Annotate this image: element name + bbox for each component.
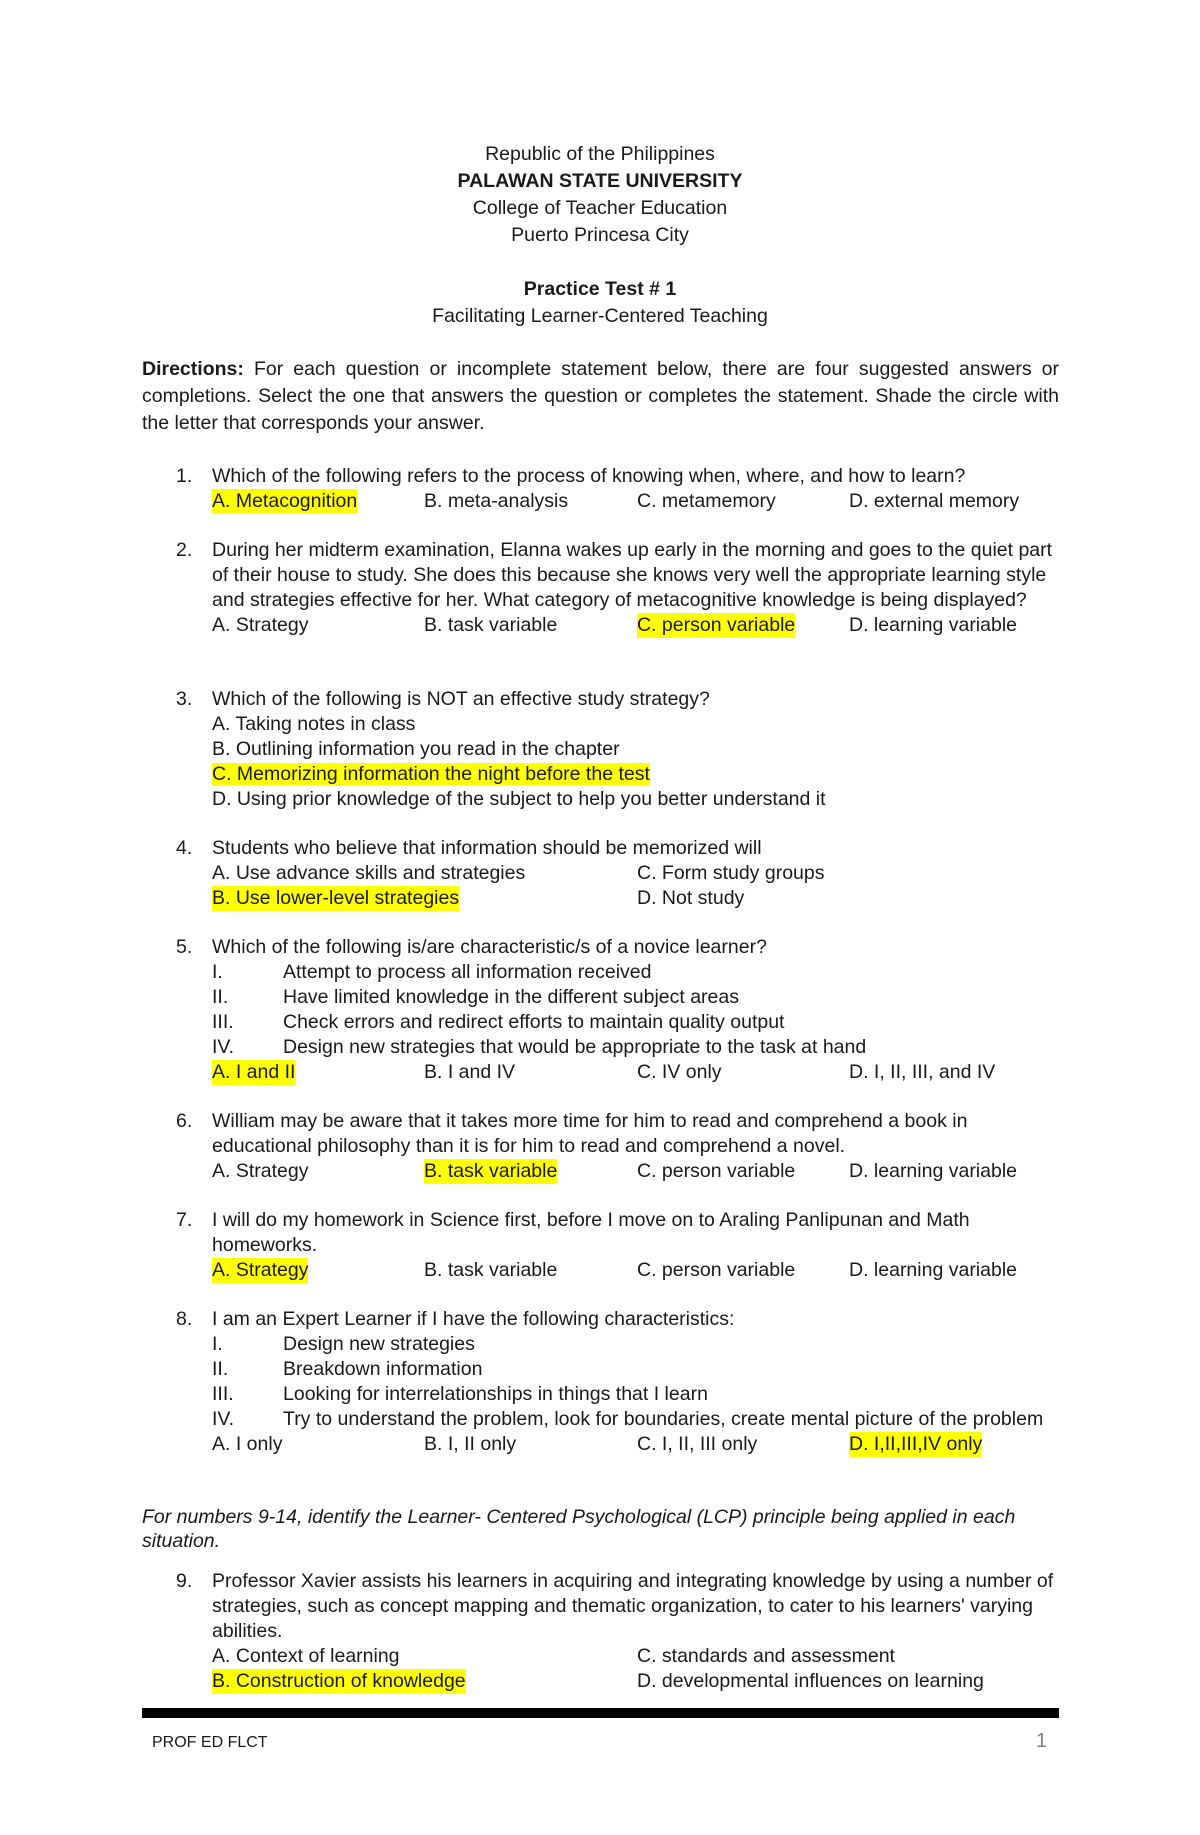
directions-label: Directions: — [142, 358, 244, 380]
option-a[interactable]: A. Strategy — [212, 614, 309, 636]
option-b[interactable]: B. Use lower-level strategies — [212, 887, 460, 909]
question-1 — [142, 464, 1072, 514]
option-b[interactable]: B. task variable — [424, 1259, 558, 1281]
document-header — [0, 141, 1200, 249]
question-number: 6. — [176, 1110, 193, 1132]
option-a[interactable]: A. Use advance skills and strategies — [212, 862, 526, 884]
test-title: Practice Test # 1 — [523, 278, 677, 300]
option-c[interactable]: C. Memorizing information the night before the test — [212, 763, 650, 785]
option-b[interactable]: B. Construction of knowledge — [212, 1670, 466, 1692]
republic-line: Republic of the Philippines — [485, 143, 715, 165]
question-text: I will do my homework in Science first, before I move on to Araling Panlipunan and Math homeworks. — [212, 1209, 970, 1256]
question-9 — [142, 1569, 1072, 1694]
option-d[interactable]: D. learning variable — [849, 1259, 1018, 1281]
question-number: 3. — [176, 688, 193, 710]
option-d[interactable]: D. developmental influences on learning — [637, 1670, 984, 1692]
roman-item: II. Breakdown information — [212, 1358, 483, 1380]
question-6 — [142, 1109, 1072, 1184]
college-name: College of Teacher Education — [472, 197, 728, 219]
option-c[interactable]: C. person variable — [637, 1259, 796, 1281]
option-b[interactable]: B. I and IV — [424, 1061, 516, 1083]
option-b[interactable]: B. task variable — [424, 614, 558, 636]
option-d[interactable]: D. learning variable — [849, 614, 1018, 636]
option-d[interactable]: D. Using prior knowledge of the subject to help you better understand it — [212, 788, 826, 810]
page-number: 1 — [1036, 1730, 1048, 1752]
question-8 — [142, 1307, 1072, 1457]
question-text: I am an Expert Learner if I have the following characteristics: — [212, 1308, 735, 1330]
footer-label: PROF ED FLCT — [152, 1734, 268, 1751]
option-c[interactable]: C. I, II, III only — [637, 1433, 758, 1455]
option-b[interactable]: B. meta-analysis — [424, 490, 569, 512]
university-name: PALAWAN STATE UNIVERSITY — [457, 170, 743, 192]
option-a[interactable]: A. Metacognition — [212, 490, 358, 512]
option-b[interactable]: B. Outlining information you read in the chapter — [212, 738, 620, 760]
option-d[interactable]: D. I, II, III, and IV — [849, 1061, 996, 1083]
roman-item: IV. Try to understand the problem, look for boundaries, create mental picture of the problem — [212, 1408, 1044, 1430]
question-number: 1. — [176, 465, 193, 487]
question-number: 4. — [176, 837, 193, 859]
option-d[interactable]: D. I,II,III,IV only — [849, 1433, 983, 1455]
roman-item: III. Looking for interrelationships in things that I learn — [212, 1383, 708, 1405]
roman-item: IV. Design new strategies that would be appropriate to the task at hand — [212, 1036, 867, 1058]
roman-item: I. Attempt to process all information received — [212, 961, 652, 983]
roman-item: I. Design new strategies — [212, 1333, 475, 1355]
option-a[interactable]: A. I only — [212, 1433, 283, 1455]
question-number: 5. — [176, 936, 193, 958]
option-a[interactable]: A. Context of learning — [212, 1645, 400, 1667]
option-c[interactable]: C. Form study groups — [637, 862, 825, 884]
option-c[interactable]: C. person variable — [637, 1160, 796, 1182]
question-5 — [142, 935, 1072, 1085]
question-text: Which of the following refers to the process of knowing when, where, and how to learn? — [212, 465, 966, 487]
roman-item: III. Check errors and redirect efforts to maintain quality output — [212, 1011, 785, 1033]
option-b[interactable]: B. task variable — [424, 1160, 558, 1182]
option-d[interactable]: D. learning variable — [849, 1160, 1018, 1182]
question-text: Which of the following is/are characteristic/s of a novice learner? — [212, 936, 767, 958]
question-text: Students who believe that information should be memorized will — [212, 837, 762, 859]
question-3 — [142, 687, 1072, 812]
instruction-9-14: For numbers 9-14, identify the Learner- Centered Psychological (LCP) principle being applied in each situation. — [142, 1506, 1016, 1552]
option-c[interactable]: C. standards and assessment — [637, 1645, 895, 1667]
roman-item: II. Have limited knowledge in the different subject areas — [212, 986, 739, 1008]
option-a[interactable]: A. Strategy — [212, 1160, 309, 1182]
question-4 — [142, 836, 1072, 911]
directions — [142, 356, 1059, 437]
option-a[interactable]: A. Strategy — [212, 1259, 309, 1281]
question-number: 9. — [176, 1570, 193, 1592]
option-a[interactable]: A. Taking notes in class — [212, 713, 416, 735]
test-title-block — [0, 276, 1200, 330]
option-d[interactable]: D. external memory — [849, 490, 1020, 512]
directions-text: For each question or incomplete statement below, there are four suggested answers or completions. Select the one that answers the question or completes the statement. Shade the circle with the letter that corresponds your answer. — [142, 358, 1059, 434]
option-c[interactable]: C. person variable — [637, 614, 796, 636]
footer-divider — [142, 1708, 1059, 1718]
question-number: 7. — [176, 1209, 193, 1231]
question-7 — [142, 1208, 1072, 1283]
option-d[interactable]: D. Not study — [637, 887, 745, 909]
question-text: William may be aware that it takes more time for him to read and comprehend a book in educational philosophy than it is for him to read and comprehend a novel. — [212, 1110, 968, 1157]
question-2 — [142, 538, 1072, 638]
city-name: Puerto Princesa City — [511, 224, 689, 246]
option-c[interactable]: C. IV only — [637, 1061, 722, 1083]
question-text: Which of the following is NOT an effective study strategy? — [212, 688, 710, 710]
question-text: Professor Xavier assists his learners in acquiring and integrating knowledge by using a number of strategies, such as concept mapping and thematic organization, to cater to his learners' varying abilities. — [212, 1570, 1054, 1642]
option-a[interactable]: A. I and II — [212, 1061, 296, 1083]
option-b[interactable]: B. I, II only — [424, 1433, 517, 1455]
question-number: 2. — [176, 539, 193, 561]
question-text: During her midterm examination, Elanna wakes up early in the morning and goes to the quiet part of their house to study. She does this because she knows very well the appropriate learning style and strategies effective for her. What category of metacognitive knowledge is being displayed? — [212, 539, 1053, 611]
test-subject: Facilitating Learner-Centered Teaching — [432, 305, 768, 327]
option-c[interactable]: C. metamemory — [637, 490, 776, 512]
question-number: 8. — [176, 1308, 193, 1330]
